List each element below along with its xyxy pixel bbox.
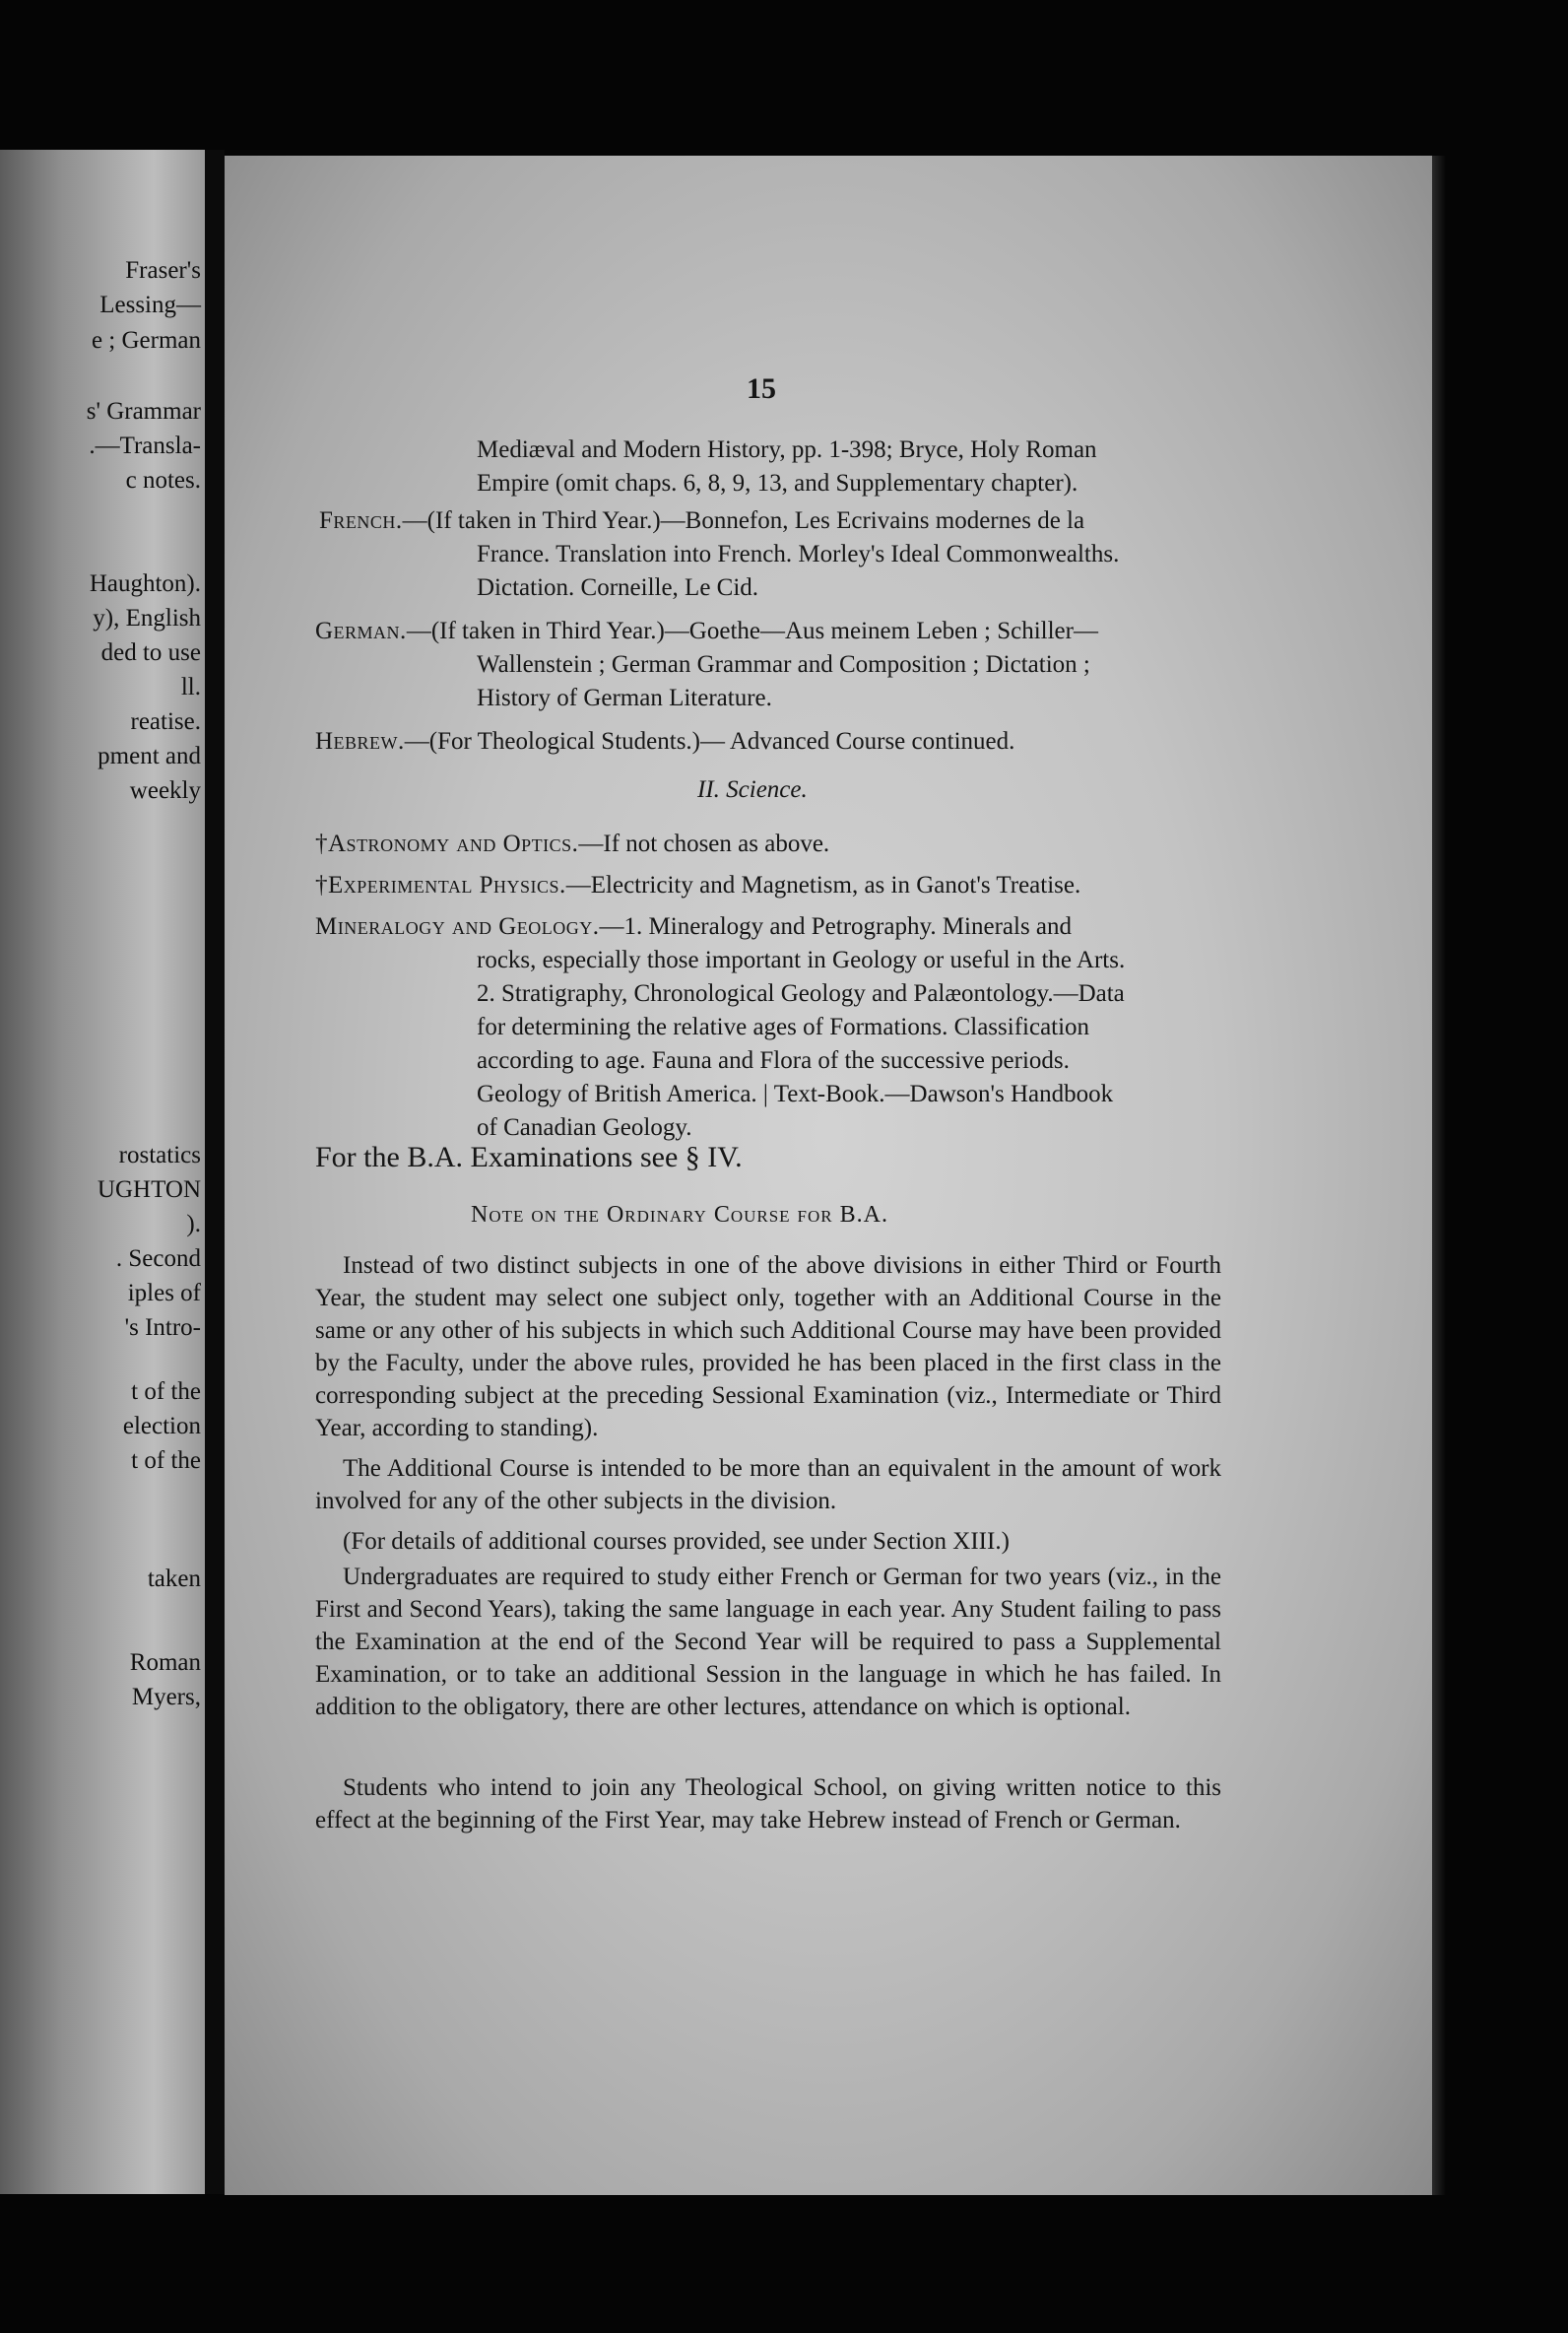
left-page-fragment: Fraser's [125,257,201,284]
french-line-1: —(If taken in Third Year.)—Bonnefon, Les Ecrivains modernes de la [402,507,1085,534]
german-line-3: History of German Literature. [477,685,772,711]
mineralogy-line-3: 2. Stratigraphy, Chronological Geology and Palæontology.—Data [477,980,1125,1007]
astronomy-entry [315,828,829,861]
left-page-fragment: ded to use [100,639,201,666]
left-page-fragment: Haughton). [89,570,201,597]
science-heading: II. Science. [697,776,808,803]
astronomy-line-1: —If not chosen as above. [578,831,830,857]
left-page-fragment: pment and [98,743,201,769]
left-page-fragment: e ; German [91,327,201,354]
mineralogy-line-2: rocks, especially those important in Geology or useful in the Arts. [477,947,1126,973]
german-line-2: Wallenstein ; German Grammar and Composition ; Dictation ; [477,651,1090,678]
left-page-fragment: .—Transla- [89,433,201,459]
left-page-fragment: taken [147,1566,201,1592]
french-line-3: Dictation. Corneille, Le Cid. [477,574,759,601]
left-page [0,150,205,2194]
paragraph-details-reference: (For details of additional courses provided, see under Section XIII.) [343,1528,1010,1555]
paragraph-additional-course: Instead of two distinct subjects in one of the above divisions in either Third or Fourth Year, the student may select one subject only, together with an Additional Course in the same or any other of his subjects in which such Additional Course may have been provided by the Faculty, under the above rules, provided he has been placed in the first class in the corresponding subject at the preceding Sessional Examination (viz., Intermediate or Third Year, according to standing). [315,1252,1221,1441]
hebrew-label: Hebrew. [315,728,405,755]
left-page-fragment: Lessing— [99,292,201,318]
mineralogy-line-5: according to age. Fauna and Flora of the successive periods. [477,1047,1070,1074]
left-page-fragment: y), English [93,605,201,632]
history-line-1: Mediæval and Modern History, pp. 1-398; Bryce, Holy Roman [477,436,1097,463]
left-page-fragment: iples of [127,1280,201,1306]
french-entry [319,504,1084,538]
left-page-fragment: 's Intro- [124,1314,201,1341]
left-page-fragment: election [122,1413,201,1439]
history-line-2: Empire (omit chaps. 6, 8, 9, 13, and Supplementary chapter). [477,470,1078,497]
french-label: French. [319,507,403,534]
right-page [225,156,1432,2195]
left-page-fragment: Roman [129,1649,201,1676]
astronomy-label: †Astronomy and Optics. [315,831,579,857]
paragraph-additional-course-intent: The Additional Course is intended to be more than an equivalent in the amount of work involved for any of the other subjects in the division. [315,1455,1221,1514]
mineralogy-line-6: Geology of British America. | Text-Book.—Dawson's Handbook [477,1081,1114,1107]
left-page-fragment: Myers, [131,1684,201,1710]
left-page-fragment: UGHTON [97,1176,201,1203]
note-title: Note on the Ordinary Course for B.A. [471,1202,888,1228]
left-page-fragment: weekly [129,777,201,804]
german-entry [315,615,1098,648]
mineralogy-line-7: of Canadian Geology. [477,1114,692,1141]
mineralogy-label: Mineralogy and Geology. [315,913,600,940]
left-page-fragment: ). [186,1211,201,1237]
left-page-fragment: s' Grammar [86,398,201,425]
paragraph-language-requirement: Undergraduates are required to study either French or German for two years (viz., in the First and Second Years), taking the same language in each year. Any Student failing to pass the Examination at the end of the Second Year will be required to pass a Supplemental Examination, or to take an additional Session in the language in which he has failed. In addition to the obligatory, there are other lectures, attendance on which is optional. [315,1564,1221,1720]
ba-examinations-heading: For the B.A. Examinations see § IV. [315,1141,743,1173]
german-label: German. [315,618,407,644]
page-number: 15 [747,372,776,405]
german-line-1: —(If taken in Third Year.)—Goethe—Aus meinem Leben ; Schiller— [406,618,1098,644]
mineralogy-entry [315,910,1072,944]
left-page-fragment: reatise. [130,708,201,735]
left-page-fragment: t of the [131,1378,201,1405]
left-page-fragment: c notes. [125,467,201,494]
mineralogy-line-4: for determining the relative ages of Formations. Classification [477,1014,1090,1040]
left-page-fragment: . Second [115,1245,201,1272]
mineralogy-line-1: —1. Mineralogy and Petrography. Minerals and [599,913,1073,940]
french-line-2: France. Translation into French. Morley's Ideal Commonwealths. [477,541,1120,567]
page-gutter [205,150,225,2194]
physics-entry [315,869,1080,902]
physics-line-1: —Electricity and Magnetism, as in Ganot's Treatise. [565,872,1081,899]
left-page-fragment: t of the [131,1447,201,1474]
hebrew-entry [315,725,1014,759]
left-page-fragment: rostatics [118,1142,201,1168]
physics-label: †Experimental Physics. [315,872,566,899]
page-edge-shadow [1432,156,1446,2195]
hebrew-line-1: —(For Theological Students.)— Advanced Course continued. [404,728,1015,755]
paragraph-theological-students: Students who intend to join any Theological School, on giving written notice to this effect at the beginning of the First Year, may take Hebrew instead of French or German. [315,1774,1221,1833]
left-page-fragment: ll. [180,674,201,700]
